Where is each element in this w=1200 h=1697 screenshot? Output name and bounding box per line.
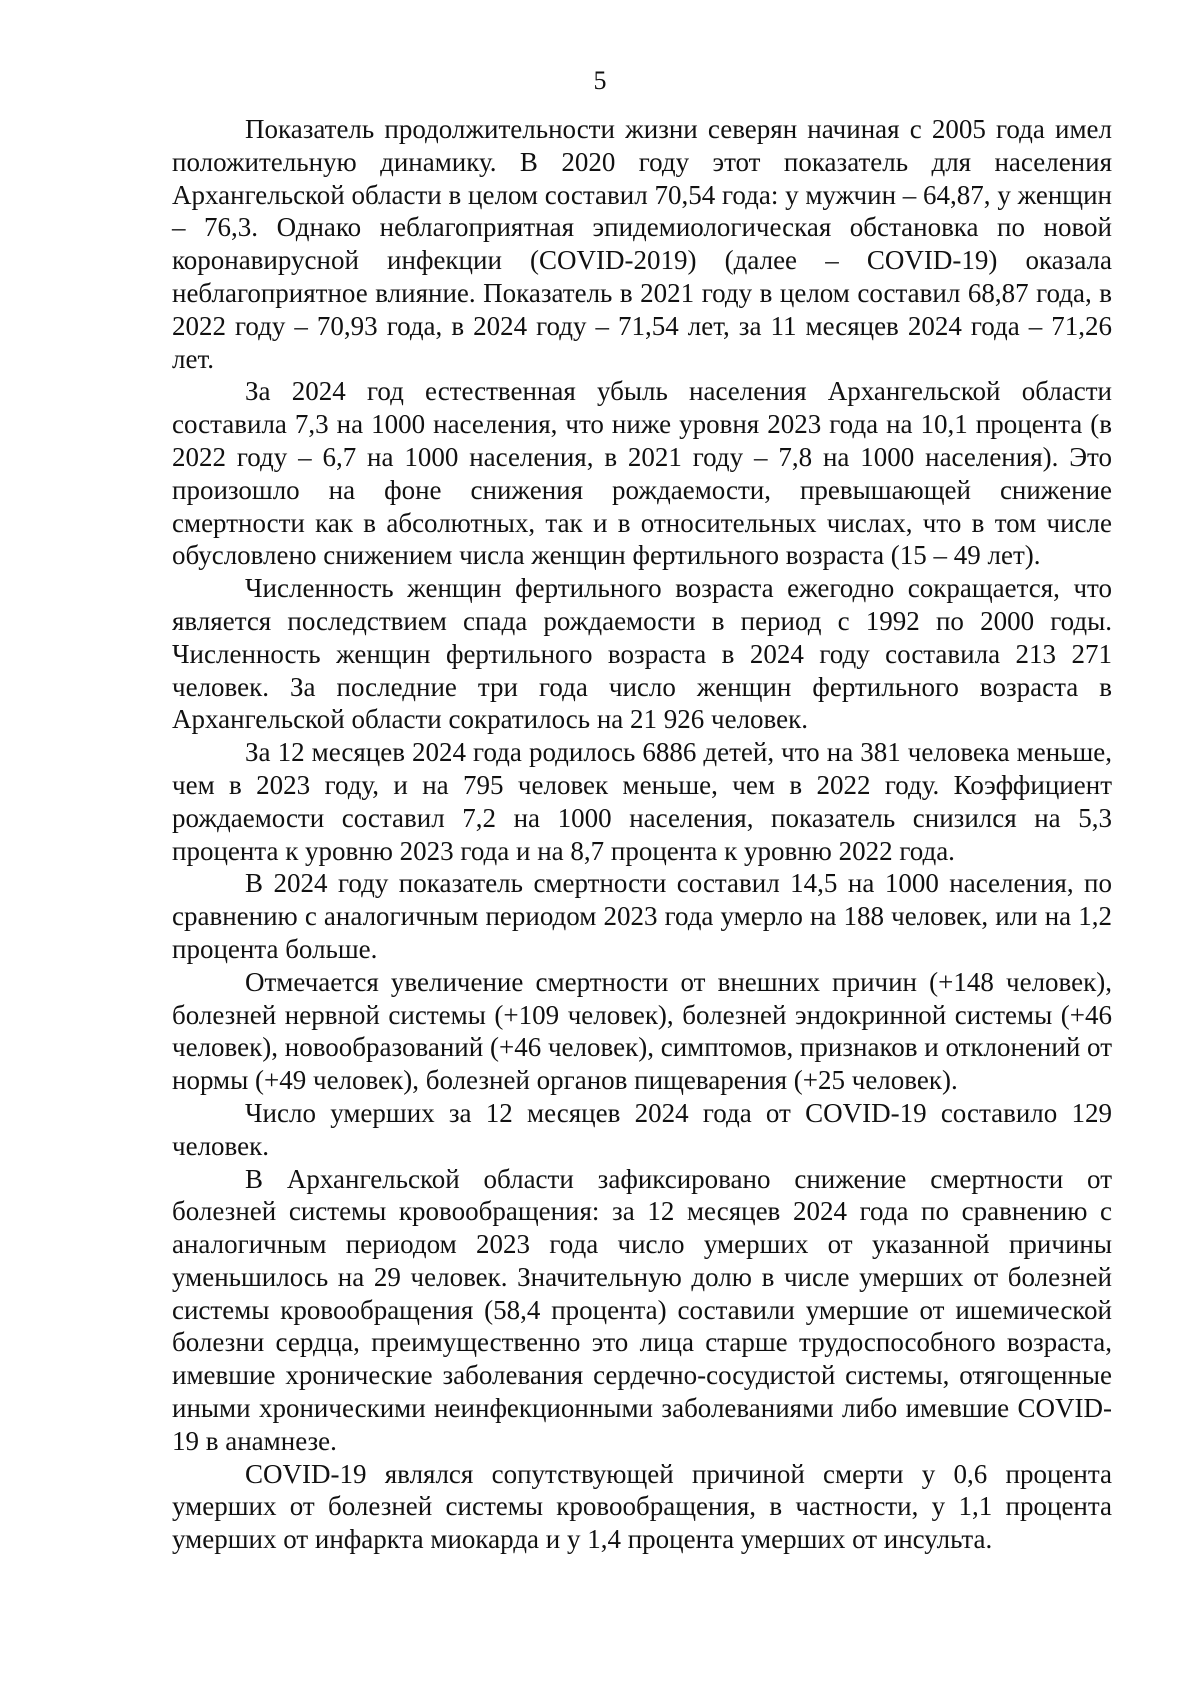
paragraph-fertile-women: Численность женщин фертильного возраста ежегодно сокращается, что является последствием спада рождаемости в период с 1992 по 2000 годы. Численность женщин фертильного возраста в 2024 году составила 213 271 человек. За последние три года число женщин фертильного возраста в Архангельской области сократилось на 21 926 человек. xyxy=(172,573,1112,735)
paragraph-mortality-rate: В 2024 году показатель смертности составил 14,5 на 1000 населения, по сравнению с аналогичным периодом 2023 года умерло на 188 человек, или на 1,2 процента больше. xyxy=(172,868,1112,964)
paragraph-births: За 12 месяцев 2024 года родилось 6886 детей, что на 381 человека меньше, чем в 2023 году, и на 795 человек меньше, чем в 2022 году. Коэффициент рождаемости составил 7,2 на 1000 населения, показатель снизился на 5,3 процента к уровню 2023 года и на 8,7 процента к уровню 2022 года. xyxy=(172,737,1112,866)
paragraph-natural-decrease: За 2024 год естественная убыль населения Архангельской области составила 7,3 на 1000 населения, что ниже уровня 2023 года на 10,1 процента (в 2022 году – 6,7 на 1000 населения, в 2021 году – 7,8 на 1000 населения). Это произошло на фоне снижения рождаемости, превышающей снижение смертности как в абсолютных, так и в относительных числах, что в том числе обусловлено снижением числа женщин фертильного возраста (15 – 49 лет). xyxy=(172,376,1112,571)
document-body xyxy=(172,113,1112,1556)
paragraph-covid-comorbidity: COVID-19 являлся сопутствующей причиной смерти у 0,6 процента умерших от болезней системы кровообращения, в частности, у 1,1 процента умерших от инфаркта миокарда и у 1,4 процента умерших от инсульта. xyxy=(172,1458,1112,1555)
paragraph-circulatory-mortality: В Архангельской области зафиксировано снижение смертности от болезней системы кровообращения: за 12 месяцев 2024 года по сравнению с аналогичным периодом 2023 года число умерших от указанной причины уменьшилось на 29 человек. Значительную долю в числе умерших от болезней системы кровообращения (58,4 процента) составили умершие от ишемической болезни сердца, преимущественно это лица старше трудоспособного возраста, имевшие хронические заболевания сердечно-сосудистой системы, отягощенные иными хроническими неинфекционными заболеваниями либо имевшие COVID-19 в анамнезе. xyxy=(172,1163,1112,1456)
paragraph-mortality-causes: Отмечается увеличение смертности от внешних причин (+148 человек), болезней нервной системы (+109 человек), болезней эндокринной системы (+46 человек), новообразований (+46 человек), симптомов, признаков и отклонений от нормы (+49 человек), болезней органов пищеварения (+25 человек). xyxy=(172,966,1112,1096)
page-number: 5 xyxy=(593,66,607,95)
paragraph-life-expectancy: Показатель продолжительности жизни северян начиная с 2005 года имел положительную динамику. В 2020 году этот показатель для населения Архангельской области в целом составил 70,54 года: у мужчин – 64,87, у женщин – 76,3. Однако неблагоприятная эпидемиологическая обстановка по новой коронавирусной инфекции (COVID-2019) (далее – COVID-19) оказала неблагоприятное влияние. Показатель в 2021 году в целом составил 68,87 года, в 2022 году – 70,93 года, в 2024 году – 71,54 лет, за 11 месяцев 2024 года – 71,26 лет. xyxy=(172,114,1112,374)
paragraph-covid-deaths: Число умерших за 12 месяцев 2024 года от COVID-19 составило 129 человек. xyxy=(172,1097,1112,1161)
